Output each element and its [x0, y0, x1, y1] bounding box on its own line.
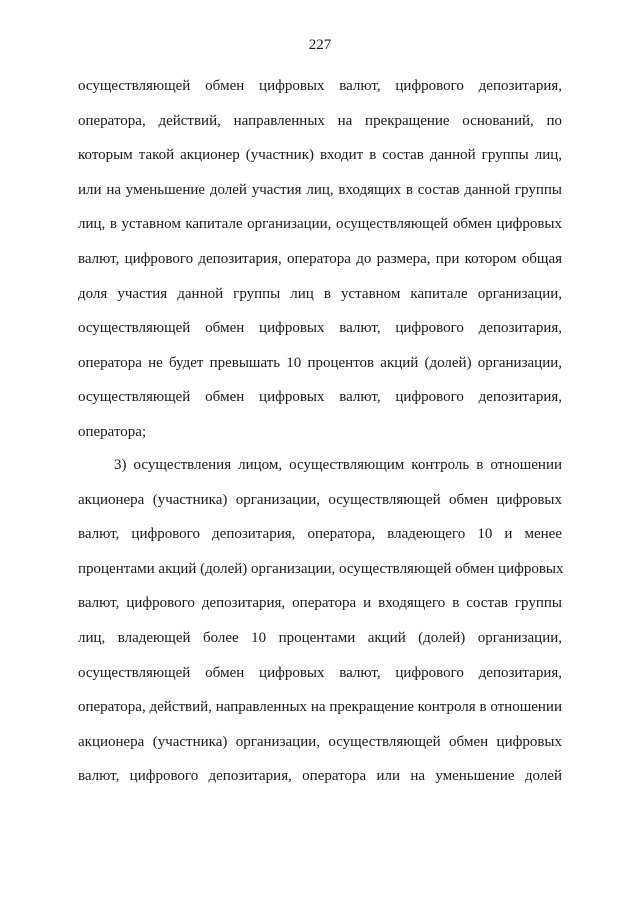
text-line: осуществляющей обмен цифровых валют, цифрового депозитария, — [78, 320, 562, 337]
text-line: валют, цифрового депозитария, оператора, владеющего 10 и менее — [78, 526, 562, 543]
text-line: лиц, владеющей более 10 процентами акций (долей) организации, — [78, 629, 562, 646]
text-line: оператора, действий, направленных на прекращение контроля в отношении — [78, 699, 562, 716]
paragraph-2 — [78, 455, 562, 801]
text-line: оператора, действий, направленных на прекращение оснований, по — [78, 112, 562, 129]
text-line: которым такой акционер (участник) входит в состав данной группы лиц, — [78, 147, 562, 164]
text-line: оператора не будет превышать 10 процентов акций (долей) организации, — [78, 354, 562, 371]
text-line: оператора; — [78, 423, 147, 440]
text-line: осуществляющей обмен цифровых валют, цифрового депозитария, — [78, 389, 562, 406]
text-line: доля участия данной группы лиц в уставном капитале организации, — [78, 285, 562, 302]
text-line: процентами акций (долей) организации, осуществляющей обмен цифровых — [78, 560, 564, 577]
page-number: 227 — [308, 37, 332, 53]
text-line: акционера (участника) организации, осуществляющей обмен цифровых — [78, 491, 562, 508]
paragraph-1 — [78, 76, 562, 457]
text-line: лиц, в уставном капитале организации, осуществляющей обмен цифровых — [78, 216, 562, 233]
text-line: или на уменьшение долей участия лиц, входящих в состав данной группы — [78, 181, 562, 198]
text-line: осуществляющей обмен цифровых валют, цифрового депозитария, — [78, 664, 562, 681]
text-line: валют, цифрового депозитария, оператора до размера, при котором общая — [78, 250, 562, 267]
text-line: валют, цифрового депозитария, оператора или на уменьшение долей — [78, 768, 562, 785]
text-line: акционера (участника) организации, осуществляющей обмен цифровых — [78, 733, 562, 750]
text-line: 3) осуществления лицом, осуществляющим контроль в отношении — [114, 457, 562, 473]
text-line: валют, цифрового депозитария, оператора и входящего в состав группы — [78, 595, 562, 612]
text-line: осуществляющей обмен цифровых валют, цифрового депозитария, — [78, 78, 562, 94]
